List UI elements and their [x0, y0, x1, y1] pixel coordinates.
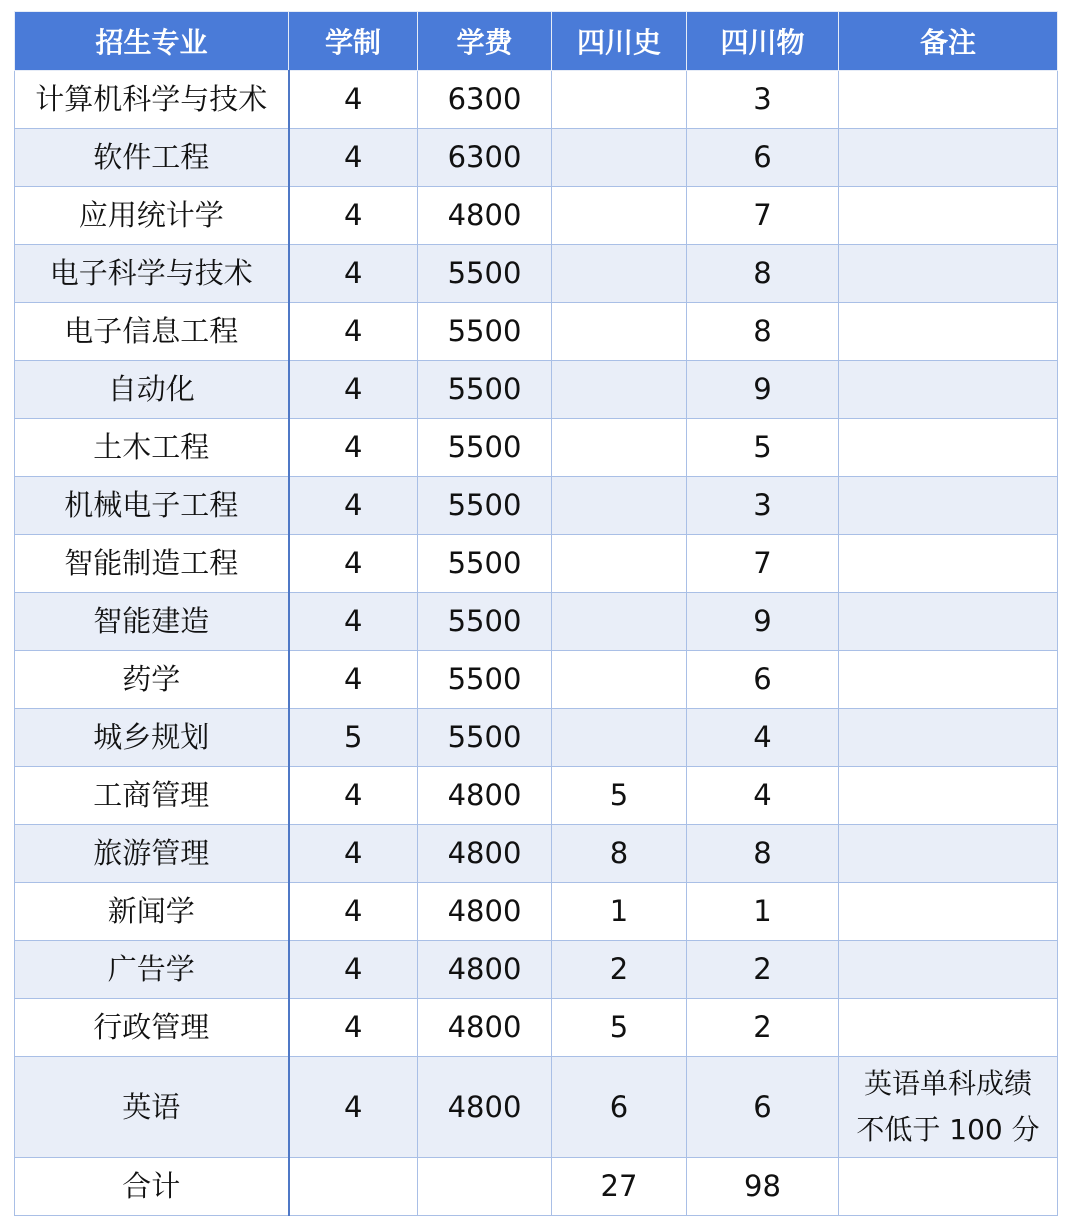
cell-years: 4 — [289, 1057, 418, 1158]
cell-major: 软件工程 — [15, 129, 289, 187]
cell-years: 4 — [289, 245, 418, 303]
cell-major: 智能建造 — [15, 593, 289, 651]
cell-note — [839, 999, 1058, 1057]
table-row — [15, 535, 1058, 593]
cell-fee: 4800 — [418, 825, 552, 883]
note-line-1: 英语单科成绩 — [863, 1067, 1032, 1100]
cell-note — [839, 303, 1058, 361]
cell-sichuan-history — [552, 593, 687, 651]
cell-sichuan-history — [552, 71, 687, 129]
cell-years — [289, 1158, 418, 1216]
table-row — [15, 651, 1058, 709]
cell-fee — [418, 1158, 552, 1216]
cell-sichuan-physics: 7 — [687, 187, 839, 245]
cell-fee: 5500 — [418, 477, 552, 535]
cell-fee: 5500 — [418, 651, 552, 709]
table-row — [15, 477, 1058, 535]
cell-note — [839, 651, 1058, 709]
cell-years: 4 — [289, 883, 418, 941]
cell-sichuan-history: 8 — [552, 825, 687, 883]
header-row — [15, 12, 1058, 71]
cell-major: 工商管理 — [15, 767, 289, 825]
cell-major: 应用统计学 — [15, 187, 289, 245]
table-row — [15, 71, 1058, 129]
cell-note — [839, 245, 1058, 303]
cell-sichuan-history: 5 — [552, 999, 687, 1057]
cell-fee: 5500 — [418, 245, 552, 303]
cell-sichuan-physics: 1 — [687, 883, 839, 941]
cell-sichuan-physics: 6 — [687, 1057, 839, 1158]
cell-major: 城乡规划 — [15, 709, 289, 767]
cell-total-physics: 98 — [687, 1158, 839, 1216]
cell-fee: 5500 — [418, 303, 552, 361]
table-row — [15, 361, 1058, 419]
cell-sichuan-history — [552, 361, 687, 419]
cell-fee: 6300 — [418, 129, 552, 187]
cell-note — [839, 1158, 1058, 1216]
cell-sichuan-history: 1 — [552, 883, 687, 941]
header-major: 招生专业 — [15, 12, 289, 71]
cell-years: 4 — [289, 535, 418, 593]
cell-fee: 5500 — [418, 419, 552, 477]
cell-sichuan-history: 6 — [552, 1057, 687, 1158]
cell-sichuan-physics: 4 — [687, 767, 839, 825]
cell-note — [839, 71, 1058, 129]
table-row — [15, 883, 1058, 941]
cell-years: 4 — [289, 767, 418, 825]
cell-note — [839, 883, 1058, 941]
cell-years: 4 — [289, 941, 418, 999]
cell-note — [839, 941, 1058, 999]
cell-sichuan-history — [552, 303, 687, 361]
header-years: 学制 — [289, 12, 418, 71]
cell-note — [839, 535, 1058, 593]
cell-sichuan-physics: 3 — [687, 71, 839, 129]
cell-sichuan-physics: 8 — [687, 245, 839, 303]
cell-note — [839, 187, 1058, 245]
cell-note — [839, 361, 1058, 419]
cell-years: 4 — [289, 593, 418, 651]
table-row — [15, 999, 1058, 1057]
cell-sichuan-physics: 7 — [687, 535, 839, 593]
table-row — [15, 593, 1058, 651]
cell-years: 4 — [289, 651, 418, 709]
cell-sichuan-physics: 9 — [687, 593, 839, 651]
cell-fee: 5500 — [418, 593, 552, 651]
cell-sichuan-physics: 9 — [687, 361, 839, 419]
cell-sichuan-history — [552, 651, 687, 709]
cell-major: 旅游管理 — [15, 825, 289, 883]
cell-sichuan-history — [552, 535, 687, 593]
note-line-2: 不低于 100 分 — [856, 1113, 1040, 1146]
cell-years: 4 — [289, 825, 418, 883]
table-row-english — [15, 1057, 1058, 1158]
cell-sichuan-history — [552, 187, 687, 245]
cell-sichuan-physics: 8 — [687, 825, 839, 883]
cell-sichuan-history — [552, 709, 687, 767]
cell-major: 自动化 — [15, 361, 289, 419]
cell-major: 广告学 — [15, 941, 289, 999]
cell-sichuan-history: 5 — [552, 767, 687, 825]
table-row — [15, 303, 1058, 361]
cell-major: 电子科学与技术 — [15, 245, 289, 303]
table-row — [15, 825, 1058, 883]
cell-major: 智能制造工程 — [15, 535, 289, 593]
cell-years: 4 — [289, 71, 418, 129]
cell-sichuan-physics: 6 — [687, 651, 839, 709]
cell-years: 4 — [289, 187, 418, 245]
enrollment-table — [14, 11, 1058, 1216]
cell-note — [839, 825, 1058, 883]
header-sichuan-physics: 四川物 — [687, 12, 839, 71]
table-row — [15, 767, 1058, 825]
cell-fee: 4800 — [418, 941, 552, 999]
cell-note — [839, 1057, 1058, 1158]
table-row-total — [15, 1158, 1058, 1216]
cell-sichuan-physics: 3 — [687, 477, 839, 535]
cell-sichuan-history: 2 — [552, 941, 687, 999]
cell-years: 4 — [289, 419, 418, 477]
cell-years: 4 — [289, 303, 418, 361]
cell-major: 机械电子工程 — [15, 477, 289, 535]
cell-sichuan-physics: 8 — [687, 303, 839, 361]
cell-fee: 4800 — [418, 999, 552, 1057]
cell-major: 英语 — [15, 1057, 289, 1158]
cell-fee: 6300 — [418, 71, 552, 129]
table-row — [15, 129, 1058, 187]
cell-note — [839, 593, 1058, 651]
cell-sichuan-physics: 2 — [687, 941, 839, 999]
cell-major: 药学 — [15, 651, 289, 709]
header-sichuan-history: 四川史 — [552, 12, 687, 71]
cell-sichuan-history — [552, 245, 687, 303]
cell-fee: 4800 — [418, 883, 552, 941]
table-row — [15, 245, 1058, 303]
cell-years: 4 — [289, 477, 418, 535]
cell-years: 4 — [289, 999, 418, 1057]
cell-fee: 4800 — [418, 1057, 552, 1158]
cell-note — [839, 129, 1058, 187]
cell-major: 新闻学 — [15, 883, 289, 941]
table-row — [15, 419, 1058, 477]
cell-total-history: 27 — [552, 1158, 687, 1216]
cell-years: 4 — [289, 129, 418, 187]
cell-sichuan-physics: 2 — [687, 999, 839, 1057]
cell-total-label: 合计 — [15, 1158, 289, 1216]
cell-fee: 5500 — [418, 361, 552, 419]
cell-fee: 5500 — [418, 709, 552, 767]
cell-sichuan-history — [552, 477, 687, 535]
cell-fee: 5500 — [418, 535, 552, 593]
cell-fee: 4800 — [418, 767, 552, 825]
table-row — [15, 709, 1058, 767]
cell-sichuan-physics: 6 — [687, 129, 839, 187]
header-fee: 学费 — [418, 12, 552, 71]
cell-sichuan-physics: 4 — [687, 709, 839, 767]
cell-major: 电子信息工程 — [15, 303, 289, 361]
cell-years: 5 — [289, 709, 418, 767]
cell-sichuan-history — [552, 419, 687, 477]
cell-years: 4 — [289, 361, 418, 419]
table-row — [15, 187, 1058, 245]
cell-major: 计算机科学与技术 — [15, 71, 289, 129]
cell-fee: 4800 — [418, 187, 552, 245]
cell-note — [839, 709, 1058, 767]
cell-sichuan-history — [552, 129, 687, 187]
cell-note — [839, 767, 1058, 825]
table-row — [15, 941, 1058, 999]
header-note: 备注 — [839, 12, 1058, 71]
cell-note — [839, 477, 1058, 535]
cell-note — [839, 419, 1058, 477]
cell-major: 行政管理 — [15, 999, 289, 1057]
cell-sichuan-physics: 5 — [687, 419, 839, 477]
cell-major: 土木工程 — [15, 419, 289, 477]
